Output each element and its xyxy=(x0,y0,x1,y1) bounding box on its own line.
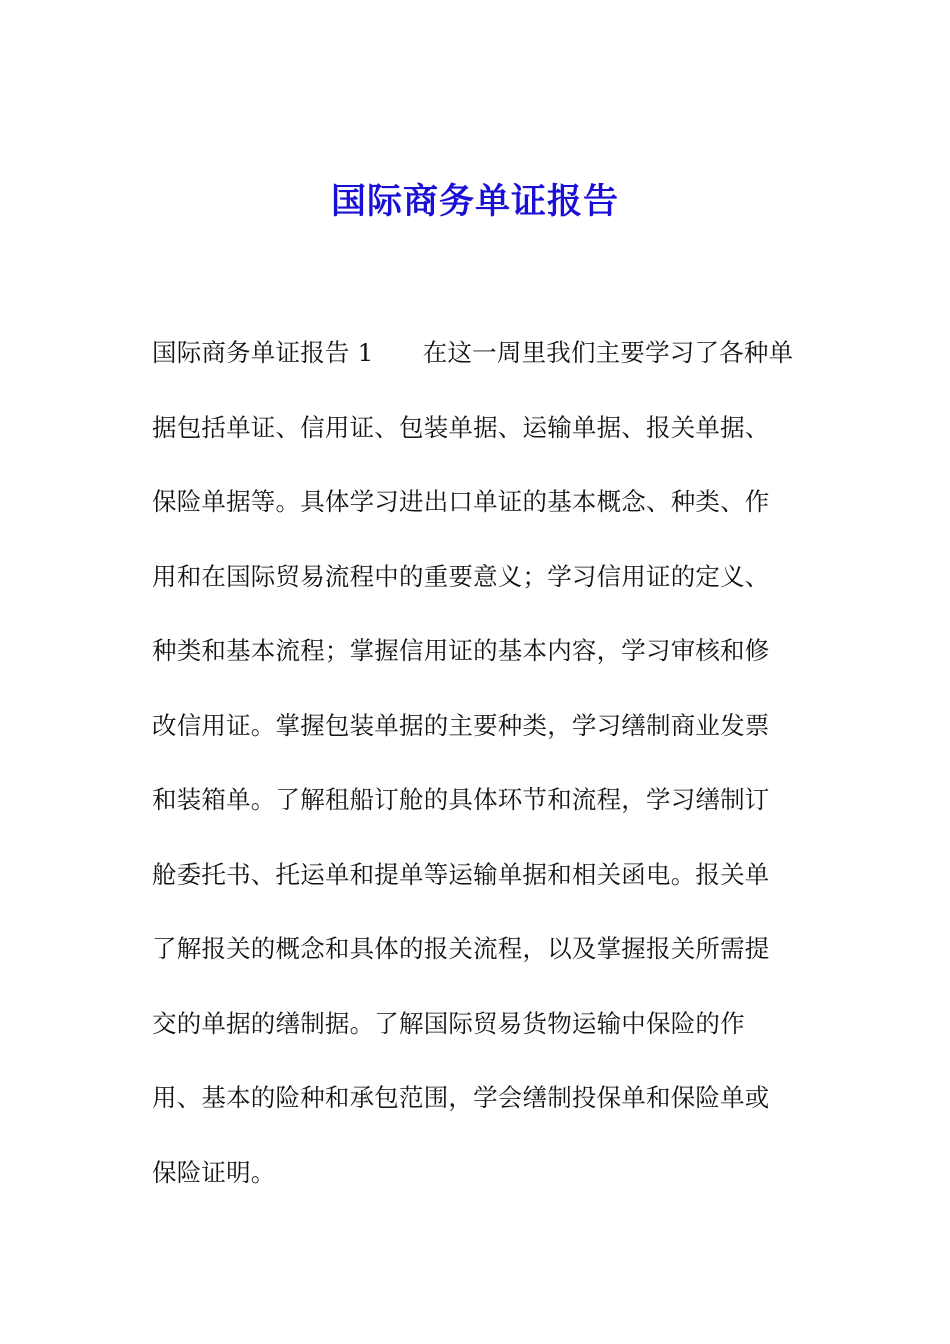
body-line-11: 用、基本的险种和承包范围，学会缮制投保单和保险单或 xyxy=(152,1083,770,1112)
body-line-4: 用和在国际贸易流程中的重要意义；学习信用证的定义、 xyxy=(152,561,770,591)
body-line-10: 交的单据的缮制据。了解国际贸易货物运输中保险的作 xyxy=(152,1008,745,1038)
body-line-5: 种类和基本流程；掌握信用证的基本内容，学习审核和修 xyxy=(152,636,770,665)
document-body xyxy=(152,325,812,1219)
body-line-12: 保险证明。 xyxy=(152,1157,276,1187)
body-line-3: 保险单据等。具体学习进出口单证的基本概念、种类、作 xyxy=(152,487,770,516)
body-line-2: 据包括单证、信用证、包装单据、运输单据、报关单据、 xyxy=(152,412,770,442)
document-title: 国际商务单证报告 xyxy=(330,181,619,222)
body-line-8: 舱委托书、托运单和提单等运输单据和相关函电。报关单 xyxy=(152,859,770,889)
body-line-7: 和装箱单。了解租船订舱的具体环节和流程，学习缮制订 xyxy=(152,785,770,814)
body-line-9: 了解报关的概念和具体的报关流程，以及掌握报关所需提 xyxy=(152,934,770,963)
body-line-6: 改信用证。掌握包装单据的主要种类，学习缮制商业发票 xyxy=(152,710,770,740)
body-line-1: 国际商务单证报告 1 在这一周里我们主要学习了各种单 xyxy=(152,338,794,367)
